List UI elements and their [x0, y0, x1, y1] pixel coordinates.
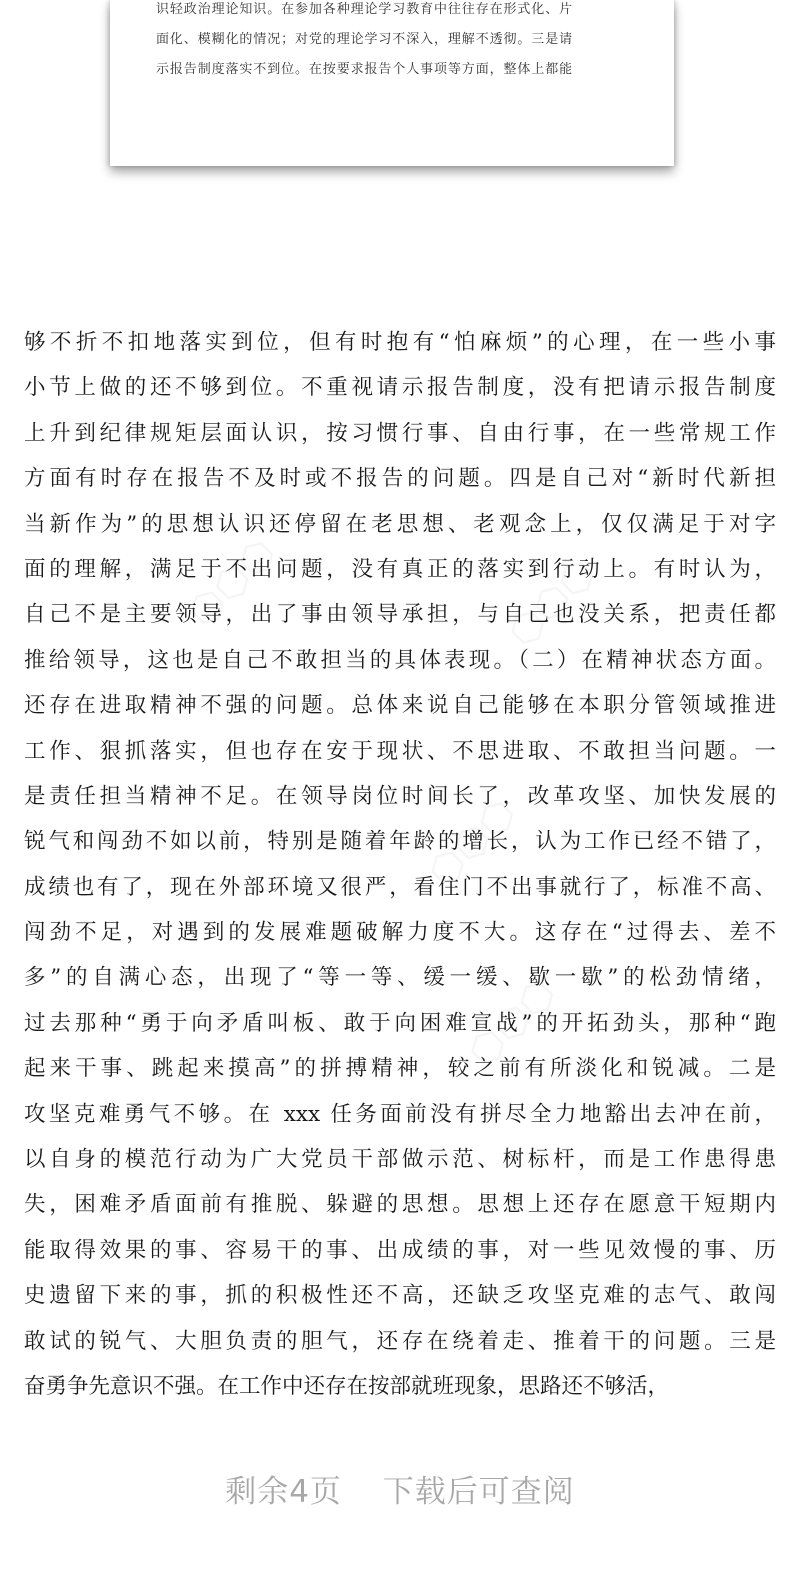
- download-prompt[interactable]: [0, 1466, 800, 1511]
- body-line: 当新作为”的思想认识还停留在老思想、老观念上，仅仅满足于对字: [24, 511, 776, 537]
- previous-page-preview-card: [110, 0, 674, 166]
- watermark-icon: ⬡⬡⬡: [179, 529, 286, 637]
- body-line: 敢试的锐气、大胆负责的胆气，还存在绕着走、推着干的问题。三是: [24, 1328, 776, 1354]
- body-line: 攻坚克难勇气不够。在 xxx 任务面前没有拼尽全力地豁出去冲在前，: [24, 1101, 776, 1127]
- body-line: 工作、狠抓落实，但也存在安于现状、不思进取、不敢担当问题。一: [24, 738, 776, 764]
- body-line: 能取得效果的事、容易干的事、出成绩的事，对一些见效慢的事、历: [24, 1237, 776, 1263]
- watermark-icon: ⬡⬡⬡: [499, 549, 606, 657]
- watermark-icon: ⬡⬡⬡: [459, 969, 566, 1077]
- body-line: 方面有时存在报告不及时或不报告的问题。四是自己对“新时代新担: [24, 466, 776, 492]
- body-line: 锐气和闯劲不如以前，特别是随着年龄的增长，认为工作已经不错了，: [24, 829, 776, 855]
- download-to-view-label: 下载后可查阅: [382, 1474, 575, 1510]
- watermark-icon: ⬡⬡⬡: [419, 789, 526, 897]
- body-line: 上升到纪律规矩层面认识，按习惯行事、自由行事，在一些常规工作: [24, 420, 776, 446]
- body-line: 闯劲不足，对遇到的发展难题破解力度不大。这存在“过得去、差不: [24, 920, 776, 946]
- body-line: 自己不是主要领导，出了事由领导承担，与自己也没关系，把责任都: [24, 602, 776, 628]
- card-line: 面化、模糊化的情况；对党的理论学习不深入，理解不透彻。三是请: [156, 32, 574, 47]
- body-line: 成绩也有了，现在外部环境又很严，看住门不出事就行了，标准不高、: [24, 874, 776, 900]
- body-line: 小节上做的还不够到位。不重视请示报告制度，没有把请示报告制度: [24, 375, 776, 401]
- body-line: 面的理解，满足于不出问题，没有真正的落实到行动上。有时认为，: [24, 556, 776, 582]
- card-line: 示报告制度落实不到位。在按要求报告个人事项等方面，整体上都能: [156, 62, 574, 77]
- body-line: 推给领导，这也是自己不敢担当的具体表现。（二）在精神状态方面。: [24, 647, 776, 673]
- body-line: 过去那种“勇于向矛盾叫板、敢于向困难宣战”的开拓劲头，那种“跑: [24, 1010, 776, 1036]
- body-line: 史遗留下来的事，抓的积极性还不高，还缺乏攻坚克难的志气、敢闯: [24, 1283, 776, 1309]
- document-body: [24, 320, 776, 1409]
- body-line: 失，困难矛盾面前有推脱、躲避的思想。思想上还存在愿意干短期内: [24, 1192, 776, 1218]
- body-line: 起来干事、跳起来摸高”的拼搏精神，较之前有所淡化和锐减。二是: [24, 1056, 776, 1082]
- body-line: 是责任担当精神不足。在领导岗位时间长了，改革攻坚、加快发展的: [24, 783, 776, 809]
- body-line: 多”的自满心态，出现了“等一等、缓一缓、歇一歇”的松劲情绪，: [24, 965, 776, 991]
- card-line: 识轻政治理论知识。在参加各种理论学习教育中往往存在形式化、片: [156, 2, 574, 17]
- remaining-pages-label: 剩余4页: [225, 1474, 342, 1510]
- body-line: 奋勇争先意识不强。在工作中还存在按部就班现象，思路还不够活，: [24, 1373, 670, 1399]
- body-line: 还存在进取精神不强的问题。总体来说自己能够在本职分管领域推进: [24, 693, 776, 719]
- body-line: 够不折不扣地落实到位，但有时抱有“怕麻烦”的心理，在一些小事: [24, 330, 776, 355]
- body-line: 以自身的模范行动为广大党员干部做示范、树标杆，而是工作患得患: [24, 1147, 776, 1173]
